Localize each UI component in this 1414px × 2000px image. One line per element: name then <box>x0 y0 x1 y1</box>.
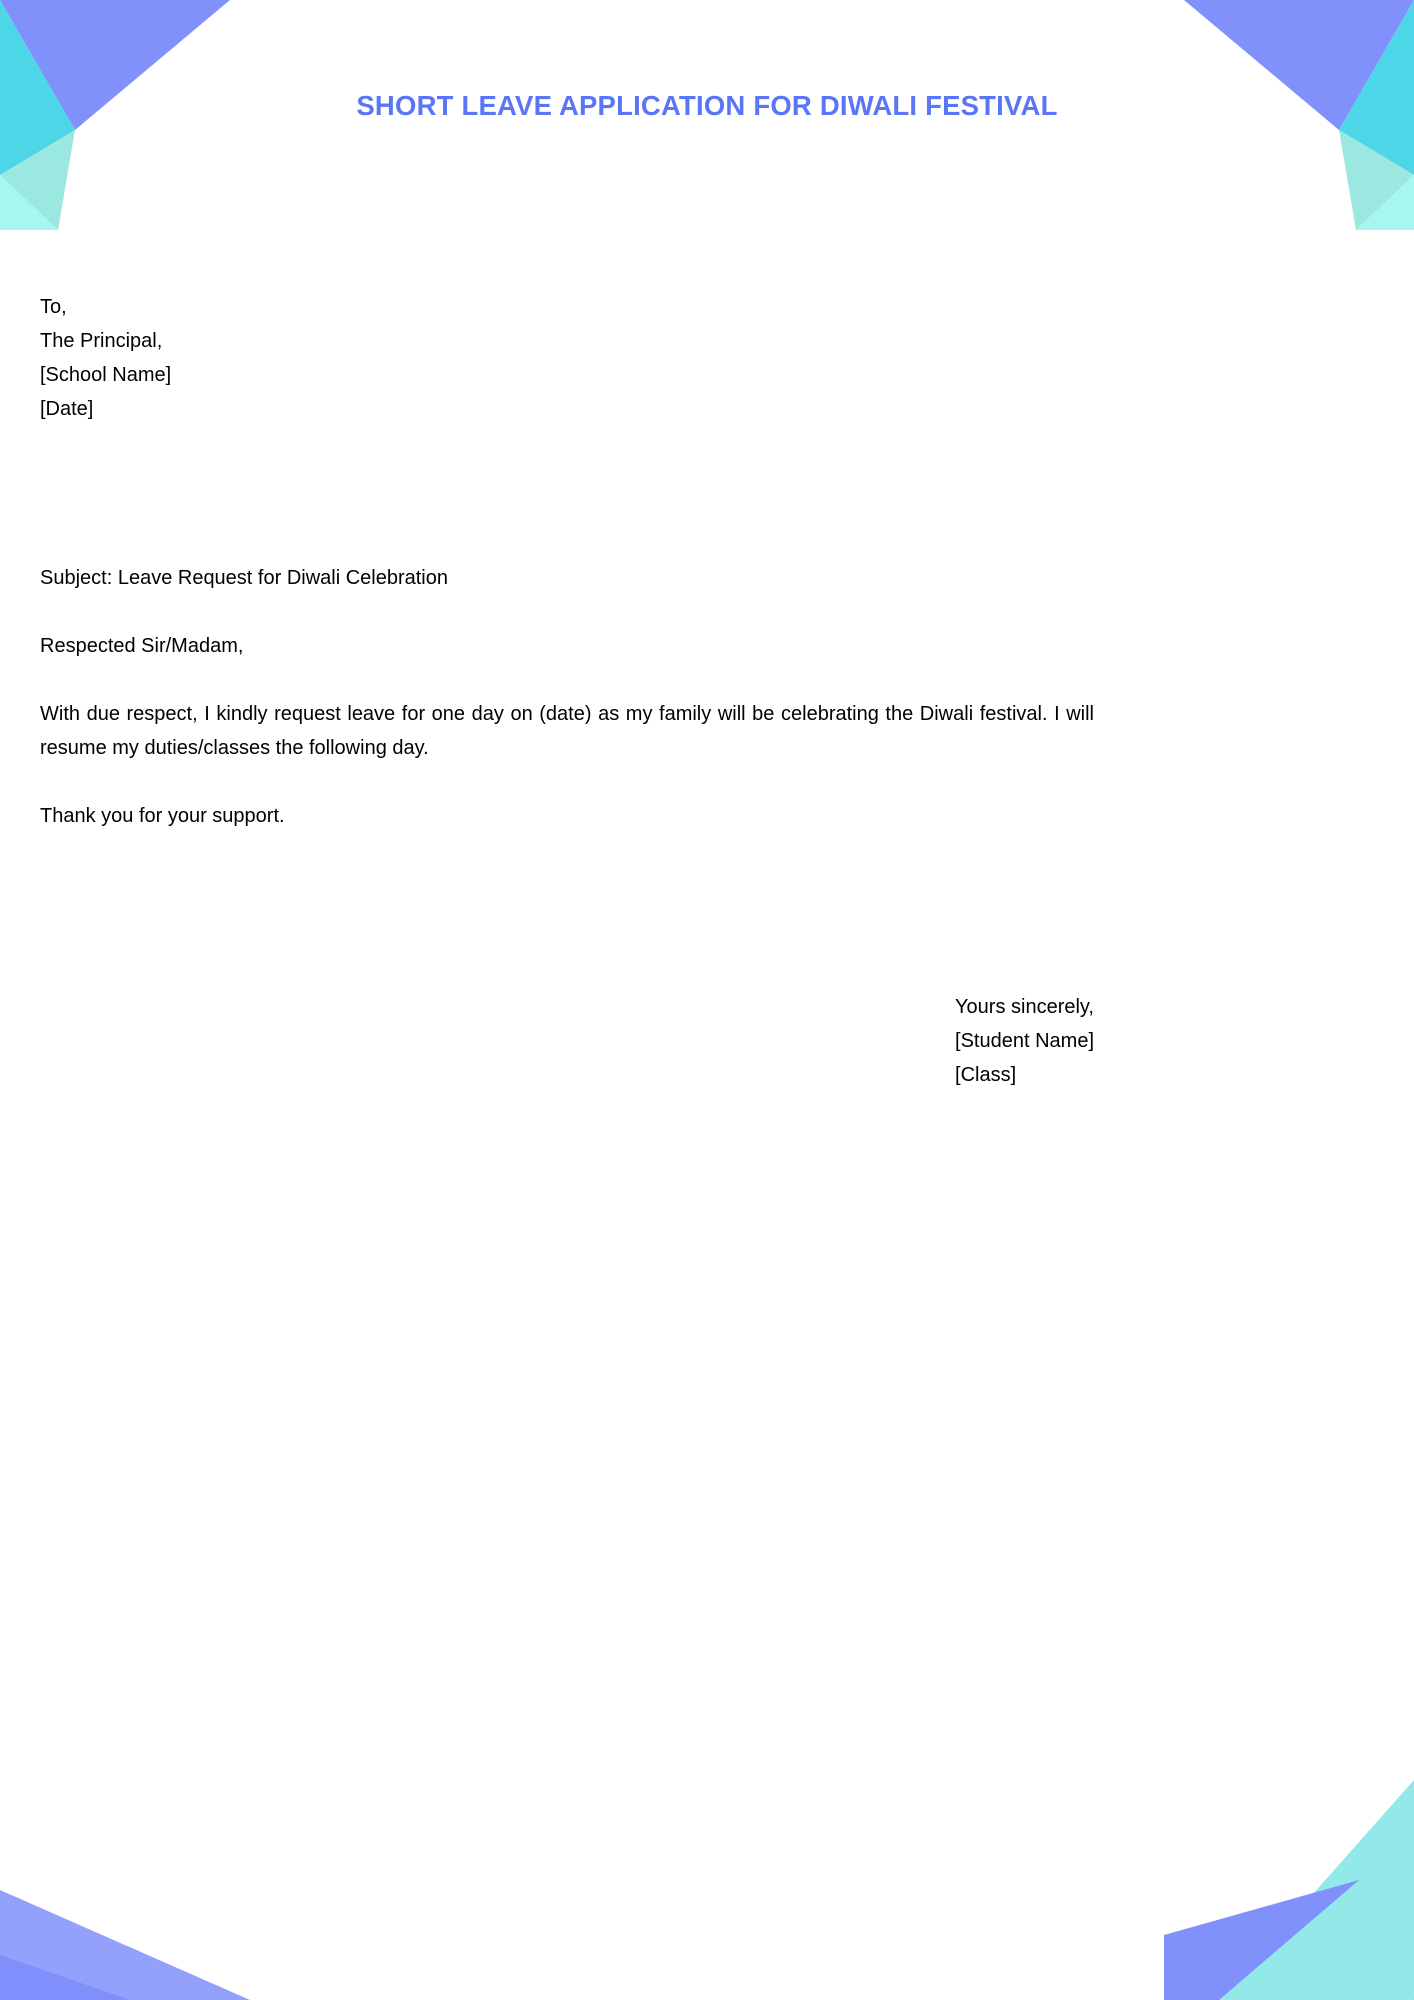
signature-inner <box>955 990 1094 1092</box>
body-paragraph-2: Thank you for your support. <box>40 805 285 827</box>
recipient-line-date: [Date] <box>40 398 94 420</box>
recipient-line-principal: The Principal, <box>40 330 163 352</box>
corner-decoration-bottom-left <box>0 1770 250 2000</box>
subject-line: Subject: Leave Request for Diwali Celebration <box>40 567 448 589</box>
signature-closing: Yours sincerely, <box>955 996 1094 1018</box>
signature-block <box>40 990 1094 1092</box>
body-paragraph-1: With due respect, I kindly request leave for one day on (date) as my family will be celebrating the Diwali festival. I will resume my duties/classes the following day. <box>40 703 1094 759</box>
salutation-line: Respected Sir/Madam, <box>40 635 244 657</box>
spacer-after-salutation <box>40 663 1094 697</box>
spacer-between-paragraphs <box>40 765 1094 799</box>
signature-class: [Class] <box>955 1064 1017 1086</box>
title-container <box>0 72 1414 141</box>
signature-student-name: [Student Name] <box>955 1030 1094 1052</box>
recipient-line-to: To, <box>40 296 67 318</box>
page-title: SHORT LEAVE APPLICATION FOR DIWALI FESTIVAL <box>356 90 1058 122</box>
recipient-address-block <box>40 290 1094 426</box>
corner-decoration-bottom-right <box>1164 1770 1414 2000</box>
spacer-after-subject <box>40 595 1094 629</box>
recipient-line-school-name: [School Name] <box>40 364 172 386</box>
spacer-after-address <box>40 426 1094 561</box>
letter-body <box>40 290 1094 833</box>
